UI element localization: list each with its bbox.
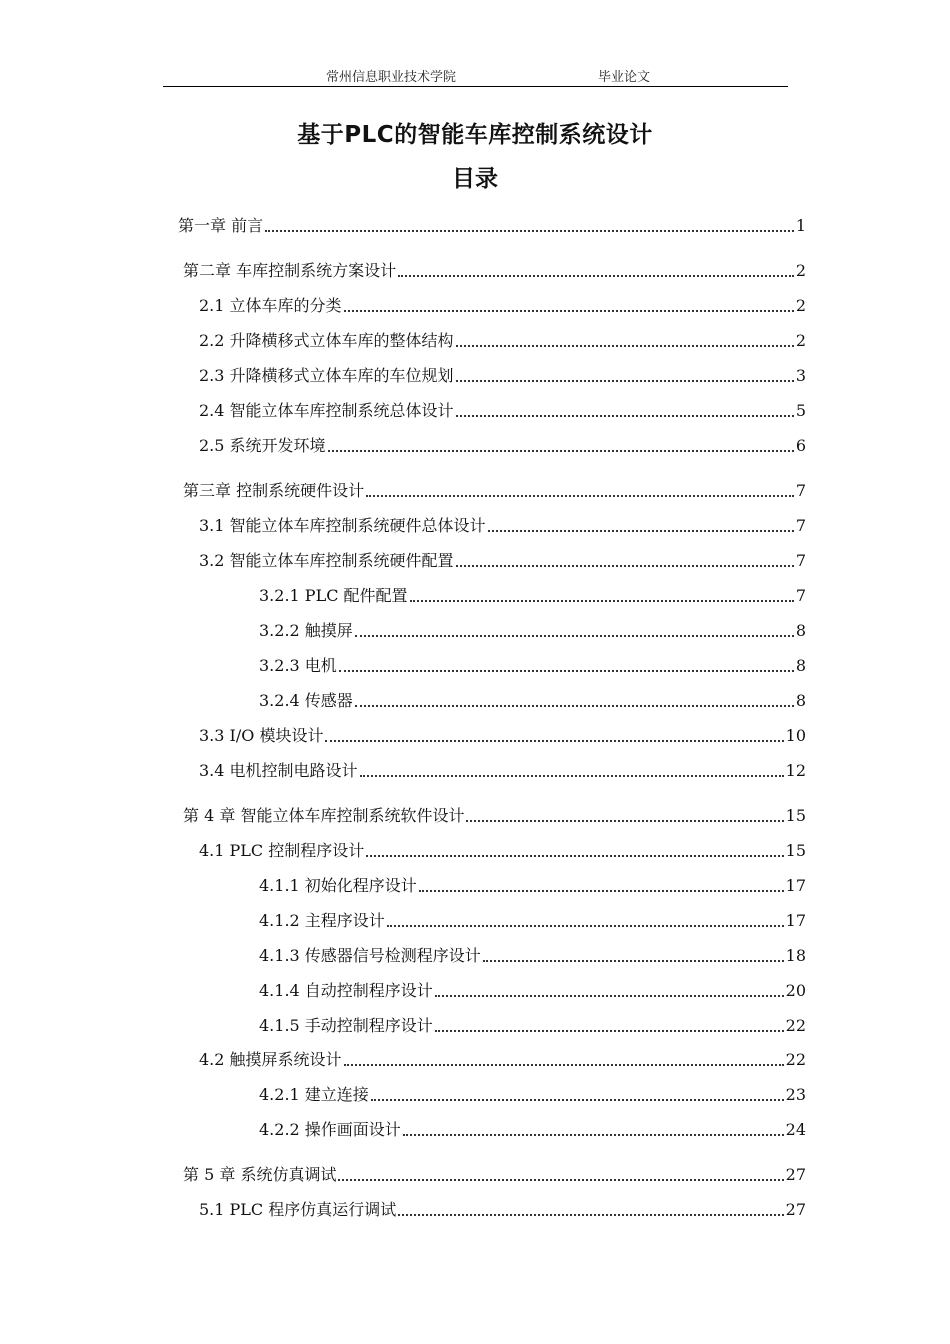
toc-entry[interactable] — [199, 325, 806, 351]
document-title: 基于PLC的智能车库控制系统设计 — [297, 122, 653, 148]
toc-entry[interactable] — [183, 255, 806, 281]
toc-entry-label: 3.1 智能立体车库控制系统硬件总体设计 — [199, 516, 486, 535]
toc-dot-leader — [366, 855, 783, 857]
toc-entry[interactable] — [259, 615, 806, 641]
toc-entry-label: 第二章 车库控制系统方案设计 — [183, 261, 397, 280]
toc-entry[interactable] — [199, 1044, 806, 1070]
toc-entry-page-number: 22 — [785, 1050, 806, 1069]
toc-dot-leader — [344, 310, 794, 312]
toc-entry-label: 第 5 章 系统仿真调试 — [183, 1165, 337, 1184]
toc-dot-leader — [488, 530, 794, 532]
toc-entry-label: 5.1 PLC 程序仿真运行调试 — [199, 1200, 397, 1219]
toc-dot-leader — [410, 600, 794, 602]
toc-dot-leader — [366, 495, 794, 497]
toc-entry[interactable] — [259, 685, 806, 711]
toc-dot-leader — [360, 775, 784, 777]
toc-entry-label: 2.5 系统开发环境 — [199, 436, 326, 455]
toc-dot-leader — [483, 960, 784, 962]
toc-entry-page-number: 12 — [785, 761, 806, 780]
toc-dot-leader — [456, 380, 794, 382]
toc-dot-leader — [403, 1134, 784, 1136]
toc-entry[interactable] — [199, 360, 806, 386]
toc-entry-label: 第三章 控制系统硬件设计 — [183, 481, 365, 500]
toc-entry-page-number: 15 — [785, 806, 806, 825]
toc-dot-leader — [466, 820, 783, 822]
toc-entry[interactable] — [199, 510, 806, 536]
toc-entry[interactable] — [259, 905, 806, 931]
toc-dot-leader — [456, 345, 794, 347]
toc-entry-page-number: 8 — [795, 656, 806, 675]
toc-entry-page-number: 7 — [795, 586, 806, 605]
toc-dot-leader — [338, 1179, 783, 1181]
header-document-type: 毕业论文 — [598, 70, 651, 85]
toc-entry-page-number: 27 — [785, 1165, 806, 1184]
toc-dot-leader — [371, 1099, 784, 1101]
toc-entry[interactable] — [199, 430, 806, 456]
toc-entry-label: 2.1 立体车库的分类 — [199, 296, 342, 315]
toc-entry-label: 4.2.2 操作画面设计 — [259, 1120, 401, 1139]
toc-entry-label: 3.4 电机控制电路设计 — [199, 761, 358, 780]
toc-entry[interactable] — [259, 940, 806, 966]
toc-entry[interactable] — [259, 975, 806, 1001]
toc-entry[interactable] — [178, 210, 806, 236]
toc-entry-label: 3.2.1 PLC 配件配置 — [259, 586, 408, 605]
toc-entry-label: 4.2 触摸屏系统设计 — [199, 1050, 342, 1069]
toc-entry-page-number: 3 — [795, 366, 806, 385]
toc-entry[interactable] — [199, 720, 806, 746]
toc-dot-leader — [355, 635, 794, 637]
toc-entry[interactable] — [259, 1114, 806, 1140]
toc-entry[interactable] — [199, 835, 806, 861]
toc-dot-leader — [456, 415, 794, 417]
toc-entry-label: 3.2 智能立体车库控制系统硬件配置 — [199, 551, 454, 570]
toc-dot-leader — [419, 890, 784, 892]
toc-entry[interactable] — [259, 580, 806, 606]
toc-entry-page-number: 20 — [785, 981, 806, 1000]
toc-entry[interactable] — [259, 870, 806, 896]
toc-entry-page-number: 2 — [795, 331, 806, 350]
header-school-name: 常州信息职业技术学院 — [326, 70, 457, 85]
toc-entry[interactable] — [199, 395, 806, 421]
toc-dot-leader — [339, 670, 794, 672]
toc-entry-page-number: 2 — [795, 261, 806, 280]
toc-dot-leader — [355, 705, 794, 707]
toc-entry[interactable] — [199, 1194, 806, 1220]
toc-dot-leader — [398, 275, 794, 277]
toc-entry-label: 3.3 I/O 模块设计 — [199, 726, 324, 745]
toc-entry-label: 4.1.2 主程序设计 — [259, 911, 385, 930]
toc-entry-page-number: 2 — [795, 296, 806, 315]
toc-entry-label: 4.1.4 自动控制程序设计 — [259, 981, 433, 1000]
toc-entry-page-number: 10 — [785, 726, 806, 745]
toc-entry-page-number: 17 — [785, 911, 806, 930]
toc-entry-page-number: 6 — [795, 436, 806, 455]
toc-dot-leader — [328, 450, 794, 452]
toc-entry-page-number: 7 — [795, 516, 806, 535]
toc-entry-page-number: 7 — [795, 481, 806, 500]
toc-entry-label: 4.1.3 传感器信号检测程序设计 — [259, 946, 481, 965]
toc-entry[interactable] — [183, 475, 806, 501]
toc-entry-page-number: 1 — [795, 216, 806, 235]
toc-entry-label: 3.2.3 电机 — [259, 656, 337, 675]
toc-entry-page-number: 15 — [785, 841, 806, 860]
toc-entry-label: 第 4 章 智能立体车库控制系统软件设计 — [183, 806, 465, 825]
toc-entry[interactable] — [199, 290, 806, 316]
toc-entry-label: 3.2.2 触摸屏 — [259, 621, 353, 640]
toc-entry-label: 4.1 PLC 控制程序设计 — [199, 841, 365, 860]
toc-entry-page-number: 18 — [785, 946, 806, 965]
toc-dot-leader — [387, 925, 784, 927]
toc-entry[interactable] — [199, 545, 806, 571]
toc-entry[interactable] — [183, 800, 806, 826]
toc-entry-label: 4.2.1 建立连接 — [259, 1085, 369, 1104]
toc-heading: 目录 — [452, 166, 498, 192]
toc-entry-label: 3.2.4 传感器 — [259, 691, 353, 710]
toc-dot-leader — [435, 995, 784, 997]
toc-entry[interactable] — [199, 755, 806, 781]
toc-entry-page-number: 8 — [795, 691, 806, 710]
toc-dot-leader — [456, 565, 794, 567]
toc-dot-leader — [344, 1064, 784, 1066]
toc-entry-label: 2.2 升降横移式立体车库的整体结构 — [199, 331, 454, 350]
toc-entry-page-number: 23 — [785, 1085, 806, 1104]
toc-entry-page-number: 8 — [795, 621, 806, 640]
toc-entry[interactable] — [259, 1010, 806, 1036]
toc-entry-label: 2.4 智能立体车库控制系统总体设计 — [199, 401, 454, 420]
toc-entry-page-number: 22 — [785, 1016, 806, 1035]
toc-entry[interactable] — [259, 1079, 806, 1105]
toc-entry-label: 4.1.1 初始化程序设计 — [259, 876, 417, 895]
toc-entry-page-number: 24 — [785, 1120, 806, 1139]
toc-dot-leader — [265, 230, 794, 232]
toc-entry-label: 2.3 升降横移式立体车库的车位规划 — [199, 366, 454, 385]
toc-entry-page-number: 27 — [785, 1200, 806, 1219]
toc-entry-page-number: 5 — [795, 401, 806, 420]
toc-dot-leader — [325, 740, 783, 742]
toc-entry-page-number: 7 — [795, 551, 806, 570]
toc-entry-label: 第一章 前言 — [178, 216, 264, 235]
toc-dot-leader — [435, 1030, 784, 1032]
toc-entry-page-number: 17 — [785, 876, 806, 895]
toc-entry-label: 4.1.5 手动控制程序设计 — [259, 1016, 433, 1035]
toc-entry[interactable] — [259, 650, 806, 676]
toc-dot-leader — [398, 1214, 783, 1216]
toc-entry[interactable] — [183, 1159, 806, 1185]
